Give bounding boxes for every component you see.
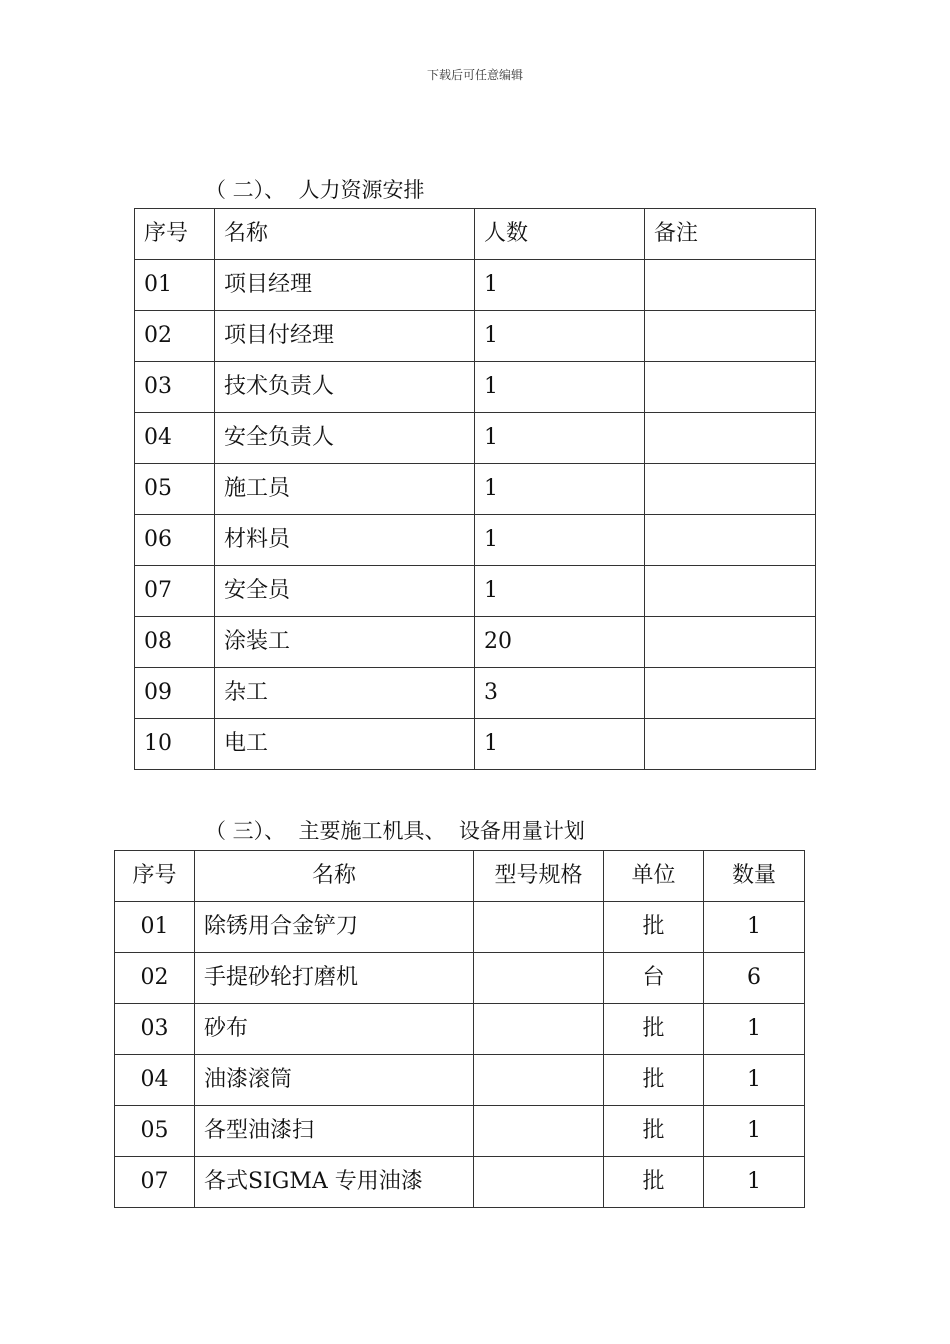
table-cell: 手提砂轮打磨机	[195, 953, 474, 1004]
table-cell: 台	[604, 953, 704, 1004]
table-cell: 1	[475, 260, 645, 311]
table-row	[135, 668, 816, 719]
table-row	[115, 902, 805, 953]
table-cell: 6	[704, 953, 805, 1004]
table-cell	[474, 953, 604, 1004]
header-cell: 型号规格	[474, 851, 604, 902]
table-row	[135, 719, 816, 770]
table-cell	[645, 719, 816, 770]
table-cell: 04	[115, 1055, 195, 1106]
table-row	[135, 362, 816, 413]
table-cell	[645, 668, 816, 719]
table-row	[115, 1106, 805, 1157]
table-row	[135, 413, 816, 464]
table-cell: 10	[135, 719, 215, 770]
table-row	[135, 515, 816, 566]
table-cell: 各型油漆扫	[195, 1106, 474, 1157]
table-header-row	[115, 851, 805, 902]
table-cell	[474, 1157, 604, 1208]
header-cell: 备注	[645, 209, 816, 260]
table-cell: 02	[135, 311, 215, 362]
table-cell: 06	[135, 515, 215, 566]
table-cell: 07	[135, 566, 215, 617]
table-cell: 20	[475, 617, 645, 668]
table-cell	[645, 617, 816, 668]
table-cell: 油漆滚筒	[195, 1055, 474, 1106]
table-cell: 安全员	[215, 566, 475, 617]
table-cell: 01	[115, 902, 195, 953]
table-cell: 01	[135, 260, 215, 311]
human-resources-table	[134, 208, 816, 770]
table-cell	[645, 260, 816, 311]
table-cell: 02	[115, 953, 195, 1004]
table-cell: 批	[604, 1004, 704, 1055]
table-cell: 08	[135, 617, 215, 668]
table-cell: 技术负责人	[215, 362, 475, 413]
table-row	[135, 260, 816, 311]
table-cell	[645, 311, 816, 362]
section-title-equipment: （ 三）、 主要施工机具、 设备用量计划	[205, 819, 585, 843]
table-cell: 1	[475, 566, 645, 617]
table-cell: 各式SIGMA 专用油漆	[195, 1157, 474, 1208]
table-cell: 材料员	[215, 515, 475, 566]
table-cell	[645, 515, 816, 566]
table-cell: 电工	[215, 719, 475, 770]
section-title-human-resources: （ 二）、 人力资源安排	[205, 178, 425, 202]
table-cell: 1	[704, 1055, 805, 1106]
table-cell: 1	[475, 464, 645, 515]
table-cell: 涂装工	[215, 617, 475, 668]
table-row	[135, 464, 816, 515]
table-cell	[474, 902, 604, 953]
table-cell: 项目付经理	[215, 311, 475, 362]
table-cell: 批	[604, 1157, 704, 1208]
table-cell: 项目经理	[215, 260, 475, 311]
header-note: 下载后可任意编辑	[426, 68, 523, 82]
table-cell	[474, 1004, 604, 1055]
table-row	[115, 1004, 805, 1055]
header-cell: 数量	[704, 851, 805, 902]
table-cell: 04	[135, 413, 215, 464]
table-row	[115, 1157, 805, 1208]
header-cell: 序号	[115, 851, 195, 902]
table-row	[135, 311, 816, 362]
header-cell: 人数	[475, 209, 645, 260]
header-cell: 序号	[135, 209, 215, 260]
table-cell	[645, 362, 816, 413]
table-cell: 安全负责人	[215, 413, 475, 464]
table-row	[115, 953, 805, 1004]
table-cell: 1	[704, 1106, 805, 1157]
table-cell: 03	[115, 1004, 195, 1055]
table-cell	[645, 413, 816, 464]
table-cell: 砂布	[195, 1004, 474, 1055]
table-cell: 1	[475, 311, 645, 362]
table-row	[115, 1055, 805, 1106]
table-cell: 07	[115, 1157, 195, 1208]
table-cell: 1	[475, 719, 645, 770]
table-cell	[474, 1055, 604, 1106]
table-cell: 1	[704, 1004, 805, 1055]
table-cell	[474, 1106, 604, 1157]
table-cell: 批	[604, 902, 704, 953]
table-cell: 09	[135, 668, 215, 719]
table-cell: 3	[475, 668, 645, 719]
table-cell: 1	[475, 413, 645, 464]
table-cell: 1	[475, 515, 645, 566]
table-cell: 1	[704, 902, 805, 953]
table-cell: 批	[604, 1106, 704, 1157]
table-cell: 1	[704, 1157, 805, 1208]
header-cell: 名称	[195, 851, 474, 902]
table-cell: 除锈用合金铲刀	[195, 902, 474, 953]
table-cell: 03	[135, 362, 215, 413]
table-cell	[645, 566, 816, 617]
table-cell: 05	[135, 464, 215, 515]
table-cell: 施工员	[215, 464, 475, 515]
table-cell: 1	[475, 362, 645, 413]
table-cell	[645, 464, 816, 515]
equipment-table	[114, 850, 805, 1208]
table-cell: 05	[115, 1106, 195, 1157]
header-cell: 单位	[604, 851, 704, 902]
header-cell: 名称	[215, 209, 475, 260]
table-row	[135, 617, 816, 668]
table-row	[135, 566, 816, 617]
table-cell: 批	[604, 1055, 704, 1106]
table-cell: 杂工	[215, 668, 475, 719]
table-header-row	[135, 209, 816, 260]
